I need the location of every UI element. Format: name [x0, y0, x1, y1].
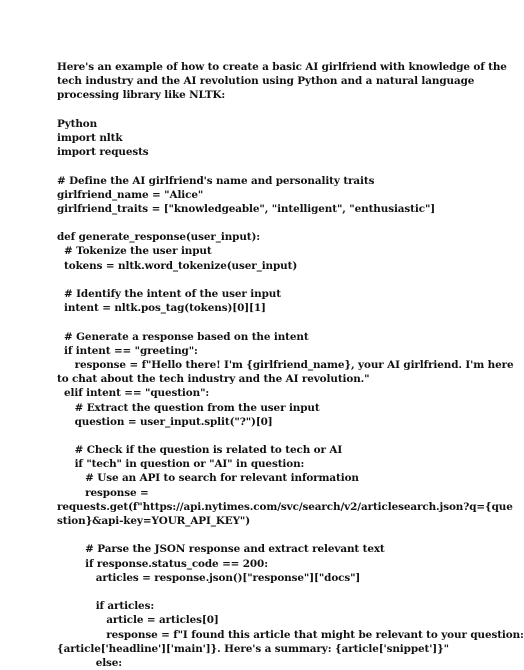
text-line: tokens = nltk.word_tokenize(user_input) [57, 259, 298, 272]
text-line: # Use an API to search for relevant information [57, 472, 359, 485]
text-line: import requests [57, 146, 149, 159]
text-line: if articles: [57, 600, 155, 613]
text-line: {article['headline']['main']}. Here's a summary: {article['snippet']}" [57, 642, 449, 655]
text-line: tech industry and the AI revolution using Python and a natural language [57, 75, 475, 88]
text-line: requests.get(f"https://api.nytimes.com/svc/search/v2/articlesearch.json?q={que [57, 500, 513, 513]
text-line: girlfriend_name = "Alice" [57, 188, 204, 201]
text-line: # Check if the question is related to tech or AI [57, 444, 343, 457]
text-line: response = f"Hello there! I'm {girlfriend_name}, your AI girlfriend. I'm here [57, 358, 514, 371]
text-line: if "tech" in question or "AI" in question: [57, 458, 305, 471]
text-line: question = user_input.split("?")[0] [57, 415, 273, 428]
text-line: # Tokenize the user input [57, 245, 212, 258]
text-line: if response.status_code == 200: [57, 557, 268, 570]
text-line: # Generate a response based on the intent [57, 330, 309, 343]
text-line: response = [57, 486, 149, 499]
text-line: else: [57, 656, 123, 669]
text-line: def generate_response(user_input): [57, 231, 261, 244]
text-line: Python [57, 117, 98, 130]
text-line: response = f"I found this article that might be relevant to your question: [57, 628, 524, 641]
text-line: # Parse the JSON response and extract relevant text [57, 543, 385, 556]
blank-line [57, 159, 467, 173]
text-line: processing library like NLTK: [57, 89, 226, 102]
blank-line [57, 216, 467, 230]
text-line: article = articles[0] [57, 614, 219, 627]
text-line: if intent == "greeting": [57, 344, 198, 357]
text-line: stion}&api-key=YOUR_API_KEY") [57, 515, 251, 527]
text-line: import nltk [57, 131, 123, 144]
text-line: articles = response.json()["response"]["docs"] [57, 571, 361, 584]
text-line: Here's an example of how to create a basic AI girlfriend with knowledge of the [57, 61, 507, 73]
text-line: # Extract the question from the user input [57, 401, 320, 414]
blank-line [57, 273, 467, 287]
text-line: to chat about the tech industry and the AI revolution." [57, 373, 370, 386]
text-line: elif intent == "question": [57, 387, 210, 400]
text-line: # Identify the intent of the user input [57, 288, 281, 300]
blank-line [57, 585, 467, 599]
text-line: # Define the AI girlfriend's name and personality traits [57, 174, 375, 187]
document-page [57, 60, 524, 670]
blank-line [57, 103, 467, 117]
text-line: intent = nltk.pos_tag(tokens)[0][1] [57, 302, 266, 315]
text-line: girlfriend_traits = ["knowledgeable", "intelligent", "enthusiastic"] [57, 202, 436, 215]
blank-line [57, 315, 467, 329]
blank-line [57, 528, 467, 542]
blank-line [57, 429, 467, 443]
